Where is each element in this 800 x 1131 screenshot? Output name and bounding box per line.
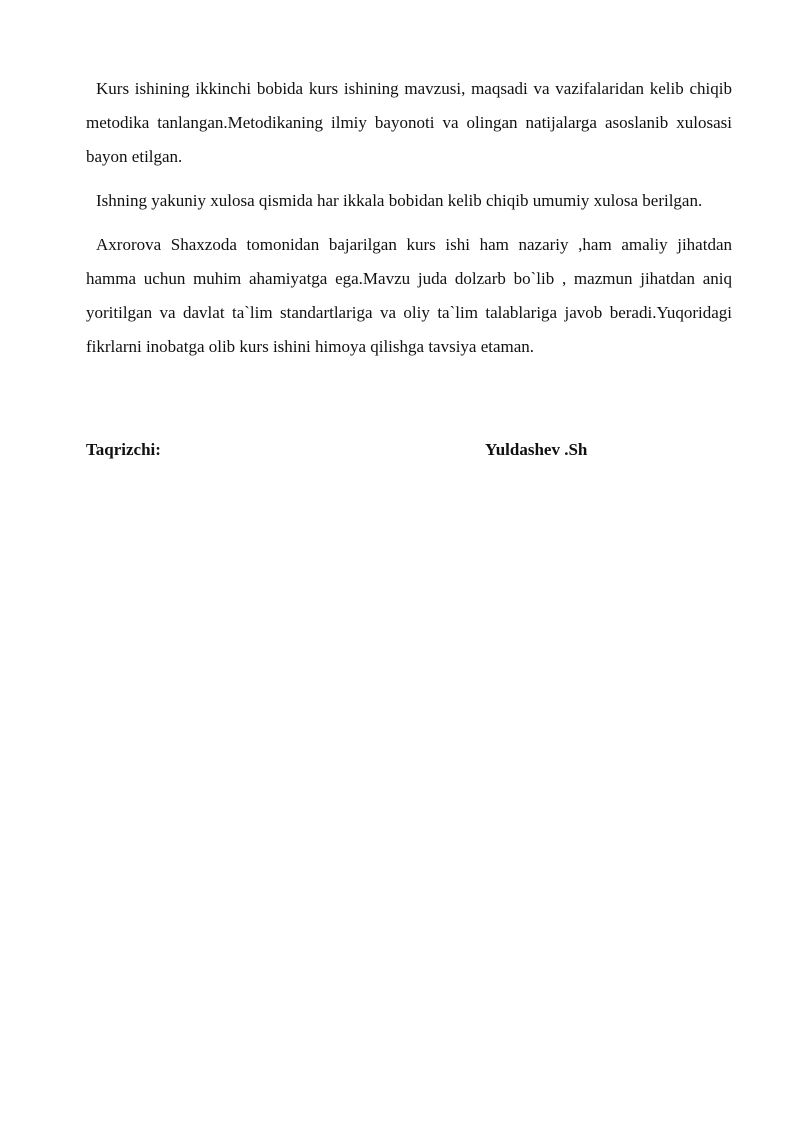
reviewer-name: Yuldashev .Sh	[485, 440, 588, 459]
paragraph-conclusion: Ishning yakuniy xulosa qismida har ikkala bobidan kelib chiqib umumiy xulosa berilgan.	[96, 191, 703, 210]
paragraph-second-chapter: Kurs ishining ikkinchi bobida kurs ishining mavzusi, maqsadi va vazifalaridan kelib chiqib metodika tanlangan.Metodikaning ilmiy bayonoti va olingan natijalarga asoslanib xulosasi bayon etilgan.	[86, 79, 732, 166]
review-body	[86, 72, 732, 374]
signature-block	[86, 440, 732, 470]
reviewer-label: Taqrizchi:	[86, 440, 161, 459]
paragraph-evaluation: Axrorova Shaxzoda tomonidan bajarilgan kurs ishi ham nazariy ,ham amaliy jihatdan hamma uchun muhim ahamiyatga ega.Mavzu juda dolzarb bo`lib , mazmun jihatdan aniq yoritilgan va davlat ta`lim standartlariga va oliy ta`lim talablariga javob beradi.Yuqoridagi fikrlarni inobatga olib kurs ishini himoya qilishga tavsiya etaman.	[86, 235, 732, 356]
